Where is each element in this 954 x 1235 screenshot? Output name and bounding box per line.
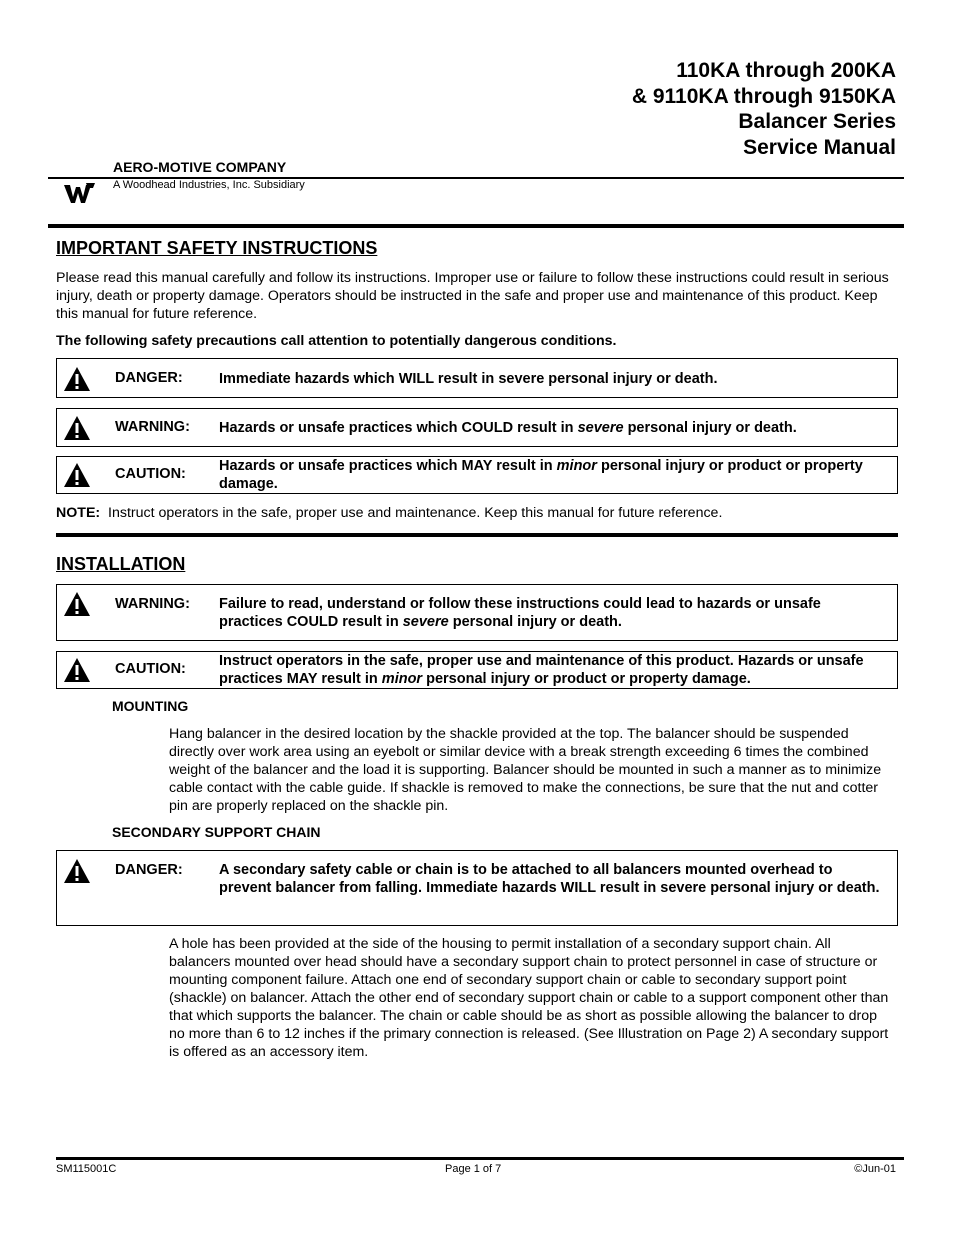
install-caution-emphasis: minor xyxy=(381,671,423,687)
warning-text-part: Hazards or unsafe practices which COULD result in xyxy=(219,420,578,436)
caution-text-part: personal injury or product or property damage. xyxy=(219,458,863,492)
install-warning-text xyxy=(219,595,887,631)
caution-label: CAUTION: xyxy=(115,466,186,482)
warning-triangle-icon xyxy=(63,366,91,397)
doc-number: SM115001C xyxy=(56,1163,117,1175)
install-warning-part: personal injury or death. xyxy=(448,614,622,630)
install-caution-part: Instruct operators in the safe, proper use and maintenance of this product. Hazards or unsafe practices MAY result in xyxy=(219,653,864,687)
warning-triangle-icon xyxy=(63,858,91,889)
warning-text xyxy=(219,419,887,437)
title-line-4: Service Manual xyxy=(743,135,896,159)
danger-box xyxy=(56,358,898,398)
install-warning-label: WARNING: xyxy=(115,596,190,612)
install-caution-label: CAUTION: xyxy=(115,661,186,677)
warning-triangle-icon xyxy=(63,462,91,493)
safety-note xyxy=(56,504,896,522)
note-label: NOTE: xyxy=(56,505,101,521)
woodhead-w-logo-icon xyxy=(64,183,96,210)
revision-date: ©Jun-01 xyxy=(854,1163,896,1175)
page-number: Page 1 of 7 xyxy=(445,1163,502,1175)
warning-text-part: personal injury or death. xyxy=(623,420,797,436)
install-caution-text xyxy=(219,652,887,688)
document-title xyxy=(632,58,896,160)
danger-label: DANGER: xyxy=(115,370,183,386)
section-divider xyxy=(48,224,904,228)
safety-precautions: The following safety precautions call attention to potentially dangerous conditions. xyxy=(56,333,617,349)
install-warning-part: Failure to read, understand or follow these instructions could lead to hazards or unsafe practices COULD result in xyxy=(219,596,821,630)
company-name: AERO-MOTIVE COMPANY xyxy=(113,159,287,175)
title-line-1: 110KA through 200KA xyxy=(676,59,896,82)
warning-box xyxy=(56,408,898,447)
title-line-2: & 9110KA through 9150KA xyxy=(631,84,896,108)
safety-heading: IMPORTANT SAFETY INSTRUCTIONS xyxy=(56,238,378,258)
secondary-text: A hole has been provided at the side of the housing to permit installation of a secondary support chain. All balancers mounted over head should have a secondary support chain to protect personnel in case of structure or mounting component failure. Attach one end of secondary support chain or cable to secondary support point (shackle) on balancer. Attach the other end of secondary support chain or cable to a support component other than that which supports the balancer. The chain or cable should be as short as possible allowing the balancer to drop no more than 6 to 12 inches if the primary connection is released. (See Illustration on Page 2) A secondary support is offered as an accessory item. xyxy=(169,936,889,1060)
section-divider xyxy=(56,533,898,537)
warning-triangle-icon xyxy=(63,591,91,622)
secondary-danger-label: DANGER: xyxy=(115,862,183,878)
note-text: Instruct operators in the safe, proper use and maintenance. Keep this manual for future reference. xyxy=(108,505,723,521)
install-warning-emphasis: severe xyxy=(402,614,449,630)
mounting-heading: MOUNTING xyxy=(112,698,189,714)
mounting-text: Hang balancer in the desired location by the shackle provided at the top. The balancer should be suspended directly over work area using an eyebolt or similar device with a break strength exceeding 6 times the combined weight of the balancer and the load it is supporting. Balancer should be mounted in such a manner as to minimize cable contact with the cable guide. If shackle is removed to make the connections, be sure that the nut and cotter pin are properly replaced on the shackle pin. xyxy=(169,726,882,814)
secondary-heading: SECONDARY SUPPORT CHAIN xyxy=(112,824,321,840)
warning-triangle-icon xyxy=(63,415,91,446)
caution-text-part: Hazards or unsafe practices which MAY result in xyxy=(219,458,557,474)
install-caution-box xyxy=(56,651,898,689)
company-subsidiary: A Woodhead Industries, Inc. Subsidiary xyxy=(113,179,305,191)
footer-divider xyxy=(56,1157,904,1160)
installation-heading: INSTALLATION xyxy=(56,554,186,574)
secondary-danger-box xyxy=(56,850,898,926)
secondary-danger-text: A secondary safety cable or chain is to be attached to all balancers mounted overhead to prevent balancer from falling. Immediate hazards WILL result in severe personal injury or death. xyxy=(219,862,880,896)
install-warning-box xyxy=(56,584,898,641)
danger-text: Immediate hazards which WILL result in severe personal injury or death. xyxy=(219,371,718,387)
caution-text-emphasis: minor xyxy=(556,458,597,474)
caution-box xyxy=(56,456,898,494)
warning-triangle-icon xyxy=(63,657,91,688)
caution-text xyxy=(219,457,887,493)
warning-label: WARNING: xyxy=(115,419,190,435)
safety-intro: Please read this manual carefully and follow its instructions. Improper use or failure to follow these instructions could result in serious injury, death or property damage. Operators should be instructed in the safe and proper use and maintenance of this product. Keep this manual for future reference. xyxy=(56,270,889,322)
install-caution-part: personal injury or product or property damage. xyxy=(422,671,751,687)
title-line-3: Balancer Series xyxy=(738,110,896,133)
warning-text-emphasis: severe xyxy=(577,420,624,436)
